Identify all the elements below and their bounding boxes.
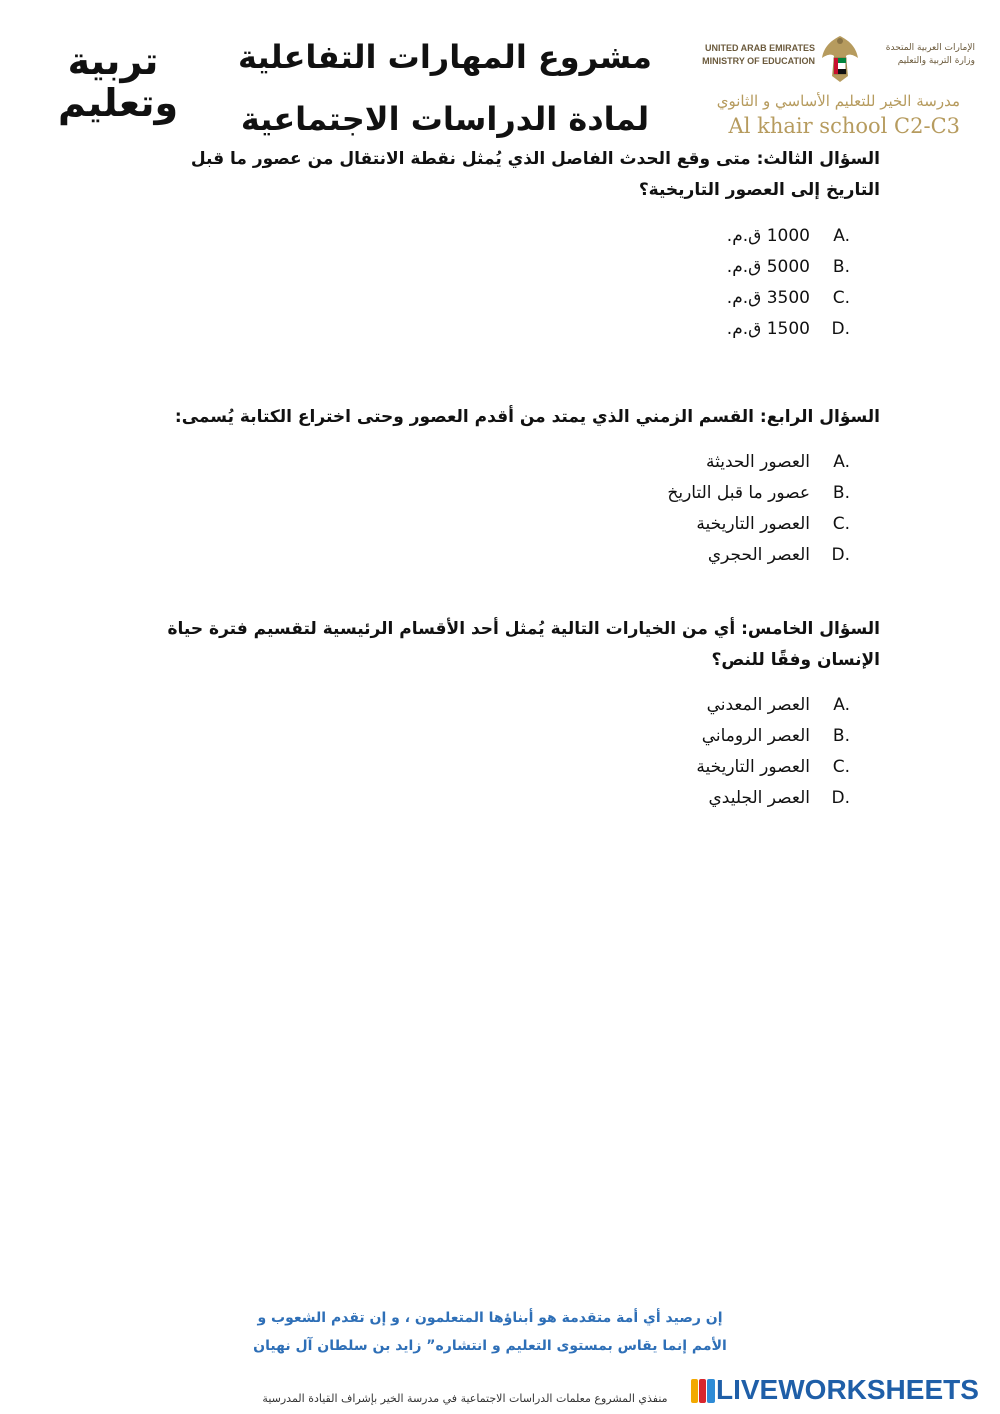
ministry-ar-line-2: وزارة التربية والتعليم [897, 56, 975, 66]
logo-line-2: وتعليم [58, 81, 179, 125]
option-letter: B. [832, 483, 850, 503]
option-text: العصور التاريخية [696, 514, 810, 534]
option-text: 1000 ق.م. [726, 226, 810, 246]
page-title-line-2: لمادة الدراسات الاجتماعية [240, 100, 650, 138]
option-text: 5000 ق.م. [726, 257, 810, 277]
option-letter: C. [832, 514, 850, 534]
question-5-text: السؤال الخامس: أي من الخيارات التالية يُمثل أحد الأقسام الرئيسية لتقسيم فترة حياة الإنسان وفقًا للنص؟ [167, 619, 880, 670]
option-letter: D. [831, 319, 850, 339]
uae-emblem-icon [818, 32, 862, 84]
option-letter: C. [832, 757, 850, 777]
quote-line-2: الأمم إنما يقاس بمستوى التعليم و انتشاره” زايد بن سلطان آل نهيان [253, 1338, 727, 1354]
question-3-options [450, 221, 850, 345]
school-name-ar: مدرسة الخير للتعليم الأساسي و الثانوي [716, 92, 960, 110]
option-b[interactable] [450, 478, 850, 509]
option-d[interactable] [450, 783, 850, 814]
option-a[interactable] [450, 690, 850, 721]
tarbiya-logo [58, 39, 179, 125]
question-4-text: السؤال الرابع: القسم الزمني الذي يمتد من أقدم العصور وحتى اختراع الكتابة يُسمى: [174, 407, 880, 427]
option-text: 1500 ق.م. [726, 319, 810, 339]
logo-line-1: تربية [67, 39, 159, 83]
option-letter: D. [831, 545, 850, 565]
option-text: العصور الحديثة [705, 452, 810, 472]
option-a[interactable] [450, 447, 850, 478]
option-text: 3500 ق.م. [726, 288, 810, 308]
ministry-en-line-2: MINISTRY OF EDUCATION [702, 56, 815, 66]
page-title-line-1: مشروع المهارات التفاعلية [238, 38, 652, 76]
option-text: العصر الجليدي [708, 788, 810, 808]
option-b[interactable] [450, 721, 850, 752]
question-3-text: السؤال الثالث: متى وقع الحدث الفاصل الذي يُمثل نقطة الانتقال من عصور ما قبل التاريخ إلى العصور التاريخية؟ [190, 149, 880, 200]
project-credit: منفذي المشروع معلمات الدراسات الاجتماعية في مدرسة الخير بإشراف القيادة المدرسية [262, 1392, 668, 1405]
question-5-options [450, 690, 850, 814]
option-letter: A. [833, 695, 850, 715]
option-d[interactable] [450, 540, 850, 571]
option-c[interactable] [450, 509, 850, 540]
option-letter: D. [831, 788, 850, 808]
ministry-name-ar [865, 42, 975, 68]
option-letter: A. [833, 226, 850, 246]
ministry-name-en [690, 42, 815, 68]
option-text: العصر الحجري [707, 545, 810, 565]
option-text: العصور التاريخية [696, 757, 810, 777]
school-name-en: Al khair school C2-C3 [728, 114, 960, 138]
liveworksheets-brand[interactable]: LIVEWORKSHEETS [716, 1374, 979, 1405]
option-a[interactable] [450, 221, 850, 252]
quote-line-1: إن رصيد أي أمة متقدمة هو أبناؤها المتعلمون ، و إن تقدم الشعوب و [257, 1310, 723, 1326]
ministry-en-line-1: UNITED ARAB EMIRATES [705, 43, 815, 53]
question-4-options [450, 447, 850, 571]
option-text: عصور ما قبل التاريخ [667, 483, 810, 503]
option-text: العصر المعدني [706, 695, 810, 715]
option-text: العصر الروماني [701, 726, 810, 746]
option-letter: B. [832, 257, 850, 277]
option-letter: A. [833, 452, 850, 472]
option-d[interactable] [450, 314, 850, 345]
ministry-ar-line-1: الإمارات العربية المتحدة [885, 43, 975, 53]
option-c[interactable] [450, 283, 850, 314]
liveworksheets-logo-icon [690, 1378, 716, 1404]
option-letter: B. [832, 726, 850, 746]
option-c[interactable] [450, 752, 850, 783]
option-letter: C. [832, 288, 850, 308]
option-b[interactable] [450, 252, 850, 283]
